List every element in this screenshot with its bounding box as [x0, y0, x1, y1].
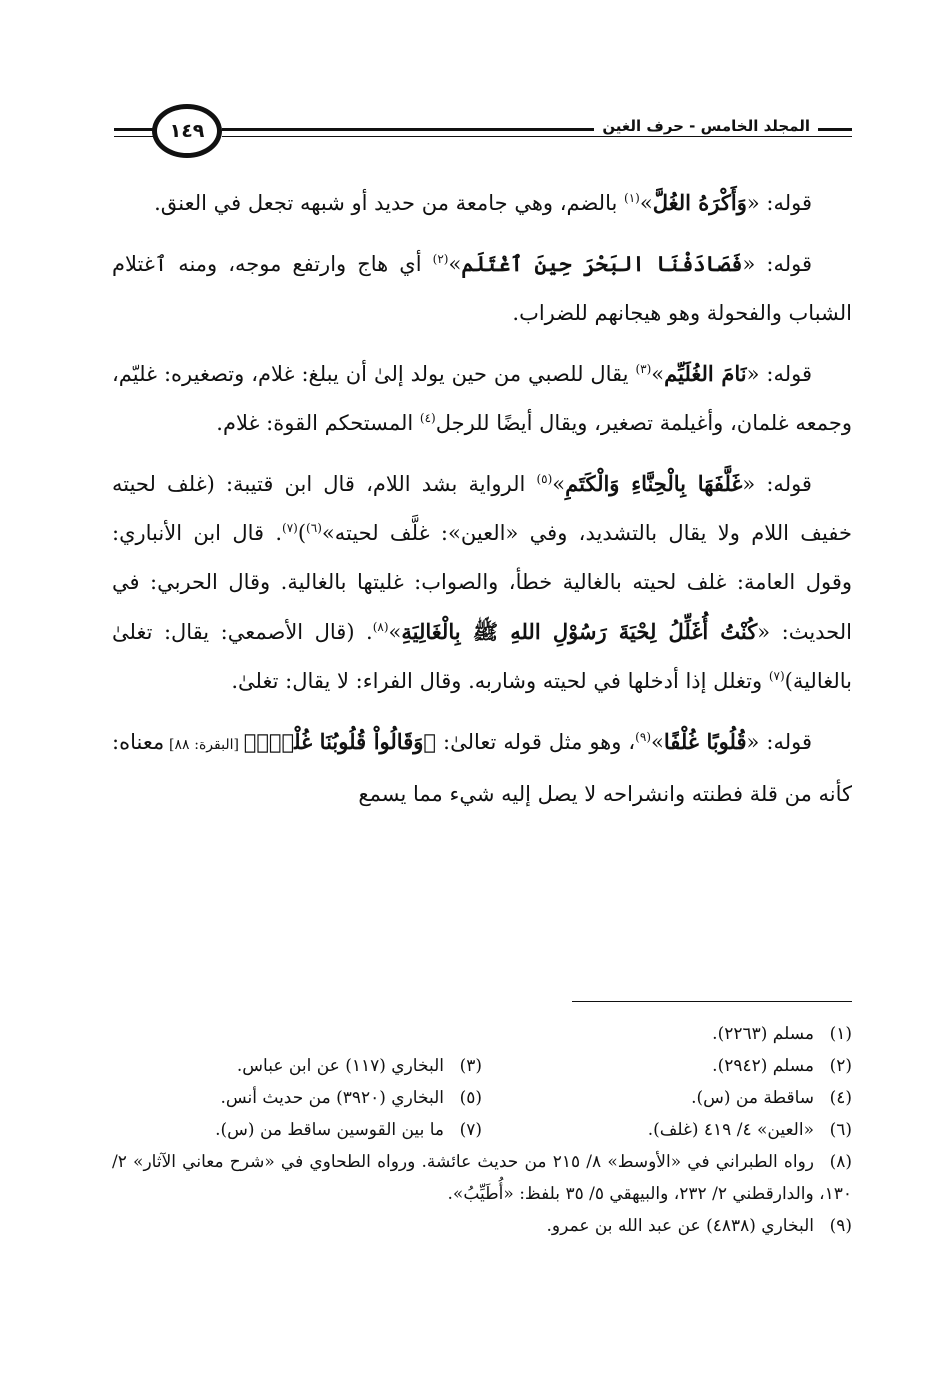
header-rule-right-thin [222, 136, 852, 137]
quote-close: » [651, 362, 665, 386]
footnote-text: مسلم (٢٢٦٣). [712, 1024, 814, 1044]
quote-close: » [388, 620, 402, 644]
footnote-number: (٥) [459, 1088, 482, 1108]
footnote-text: البخاري (٣٩٢٠) من حديث أنس. [220, 1088, 444, 1108]
paragraph-text: . (قال الأصمعي: يقال: تغلىٰ بالغالية) [112, 620, 852, 693]
footnote-text: «العين» ٤/ ٤١٩ (غلف). [647, 1120, 814, 1140]
paragraph-1 [112, 178, 852, 228]
header-rule-left [114, 128, 154, 131]
footnote-ref[interactable]: (١) [624, 191, 640, 205]
quote-close: » [651, 730, 664, 754]
footnote-number: (٣) [459, 1056, 482, 1076]
footnote-number: (٢) [829, 1056, 852, 1076]
footnote-ref[interactable]: (٨) [372, 620, 389, 634]
footnote-ref[interactable]: (٧) [282, 521, 298, 535]
footnote-row [112, 1018, 852, 1050]
footnote-7 [112, 1114, 482, 1146]
paragraph-text: ، وهو مثل قوله تعالىٰ: [436, 730, 636, 754]
quote-close: » [552, 472, 566, 496]
paragraph-text: الرواية بشد اللام، قال ابن قتيبة: (غلف لحيته خفيف اللام ولا يقال بالتشديد، وفي «العين»: غلَّف لحيته» [112, 472, 852, 545]
footnote-1 [480, 1018, 852, 1050]
paren-close: ) [297, 521, 307, 545]
footnotes [112, 1018, 852, 1242]
footnote-ref[interactable]: (٤) [419, 411, 436, 425]
paragraph-text: يقال للصبي من حين يولد إلىٰ أن يبلغ: غلام، وتصغيره: غليّم، وجمعه غلمان، وأغيلمة تصغير، ويقال أيضًا للرجل [112, 362, 852, 435]
footnote-text: ما بين القوسين ساقط من (س). [215, 1120, 444, 1140]
footnote-number: (٤) [829, 1088, 852, 1108]
keyword: غَلَّفَهَا بِالْحِنَّاءِ وَالْكَتَمِ [565, 471, 743, 496]
footnote-number: (١) [829, 1024, 852, 1044]
footnote-divider [572, 1001, 852, 1002]
footnote-row [112, 1082, 852, 1114]
footnote-ref[interactable]: (٦) [306, 521, 322, 535]
footnote-text: البخاري (١١٧) عن ابن عباس. [236, 1056, 444, 1076]
footnote-4 [482, 1082, 852, 1114]
paragraph-text: بالضم، وهي جامعة من حديد أو شبهه تجعل في العنق. [154, 191, 624, 215]
paragraph-text: . قال ابن الأنباري: وقول العامة: غلف لحيته بالغالية خطأ، والصواب: غليتها بالغالية. وقال الحربي: في الحديث: « [112, 521, 852, 644]
footnote-text: رواه الطبراني في «الأوسط» ٨/ ٢١٥ من حديث عائشة. ورواه الطحاوي في «شرح معاني الآثار» ٢/ ١٣٠، والدارقطني ٢/ ٢٣٢، والبيهقي ٥/ ٣٥ بلفظ: «أُطَيِّبُ». [112, 1152, 852, 1204]
quote-close: » [639, 191, 653, 215]
footnote-8 [112, 1146, 852, 1210]
footnote-text: ساقطة من (س). [691, 1088, 814, 1108]
footnote-number: (٨) [829, 1152, 852, 1172]
footnote-2 [482, 1050, 852, 1082]
quran-verse: ﴿وَقَالُواْ قُلُوبُنَا غُلْفٌۢ﴾ [243, 729, 436, 754]
footnote-number: (٦) [829, 1120, 852, 1140]
paragraph-4 [112, 459, 852, 706]
quote-open: قوله: « [742, 472, 812, 496]
running-header: المجلد الخامس - حرف الغين [594, 117, 818, 135]
quote-open: قوله: « [746, 362, 812, 386]
paragraph-text: المستحكم القوة: غلام. [216, 411, 420, 435]
paragraph-5 [112, 717, 852, 819]
paragraph-text: معناه: كأنه من قلة فطنته وانشراحه لا يصل إليه شيء مما يسمع [112, 730, 852, 806]
quote-open: قوله: « [742, 252, 812, 276]
footnote-ref[interactable]: (٩) [635, 730, 651, 744]
footnote-number: (٧) [459, 1120, 482, 1140]
footnote-row [112, 1114, 852, 1146]
page-number: ١٤٩ [152, 104, 222, 158]
footnote-ref[interactable]: (٣) [635, 362, 652, 376]
paragraph-2 [112, 239, 852, 338]
footnote-5 [112, 1082, 482, 1114]
keyword: فَصَادَفْنَا البَحْرَ حِينَ ٱغْتَلَم [461, 251, 743, 276]
footnote-3 [112, 1050, 482, 1082]
hadith-quote: كُنْتُ أُغَلِّلُ لِحْيَةَ رَسُوْلِ اللهِ ﷺ بِالْغَالِيَةِ [401, 619, 758, 644]
keyword: قُلُوبًا غُلْفًا [663, 729, 747, 754]
paragraph-3 [112, 349, 852, 448]
paragraph-text: أي هاج وارتفع موجه، ومنه ٱغتلام الشباب والفحولة وهو هيجانهم للضراب. [112, 252, 852, 325]
footnote-ref[interactable]: (٧) [768, 669, 785, 683]
quote-open: قوله: « [746, 730, 812, 754]
footnote-9 [112, 1210, 852, 1242]
footnote-ref[interactable]: (٢) [432, 252, 449, 266]
quote-open: قوله: « [746, 191, 812, 215]
quote-close: » [448, 252, 462, 276]
footnote-text: البخاري (٤٨٣٨) عن عبد الله بن عمرو. [546, 1216, 814, 1236]
keyword: وَأَكْرَهُ الغُلَّ [652, 190, 747, 215]
verse-reference: [البقرة: ٨٨] [164, 737, 244, 753]
footnote-text: مسلم (٢٩٤٢). [712, 1056, 814, 1076]
body-text [112, 178, 852, 830]
paragraph-text: وتغلل إذا أدخلها في لحيته وشاربه. وقال الفراء: لا يقال: تغلىٰ. [231, 669, 769, 693]
footnote-number: (٩) [829, 1216, 852, 1236]
footnote-6 [482, 1114, 852, 1146]
header-rule-left-thin [114, 136, 154, 137]
keyword: نَامَ الغُلَيِّم [664, 361, 747, 386]
footnote-ref[interactable]: (٥) [536, 472, 553, 486]
footnote-row [112, 1050, 852, 1082]
